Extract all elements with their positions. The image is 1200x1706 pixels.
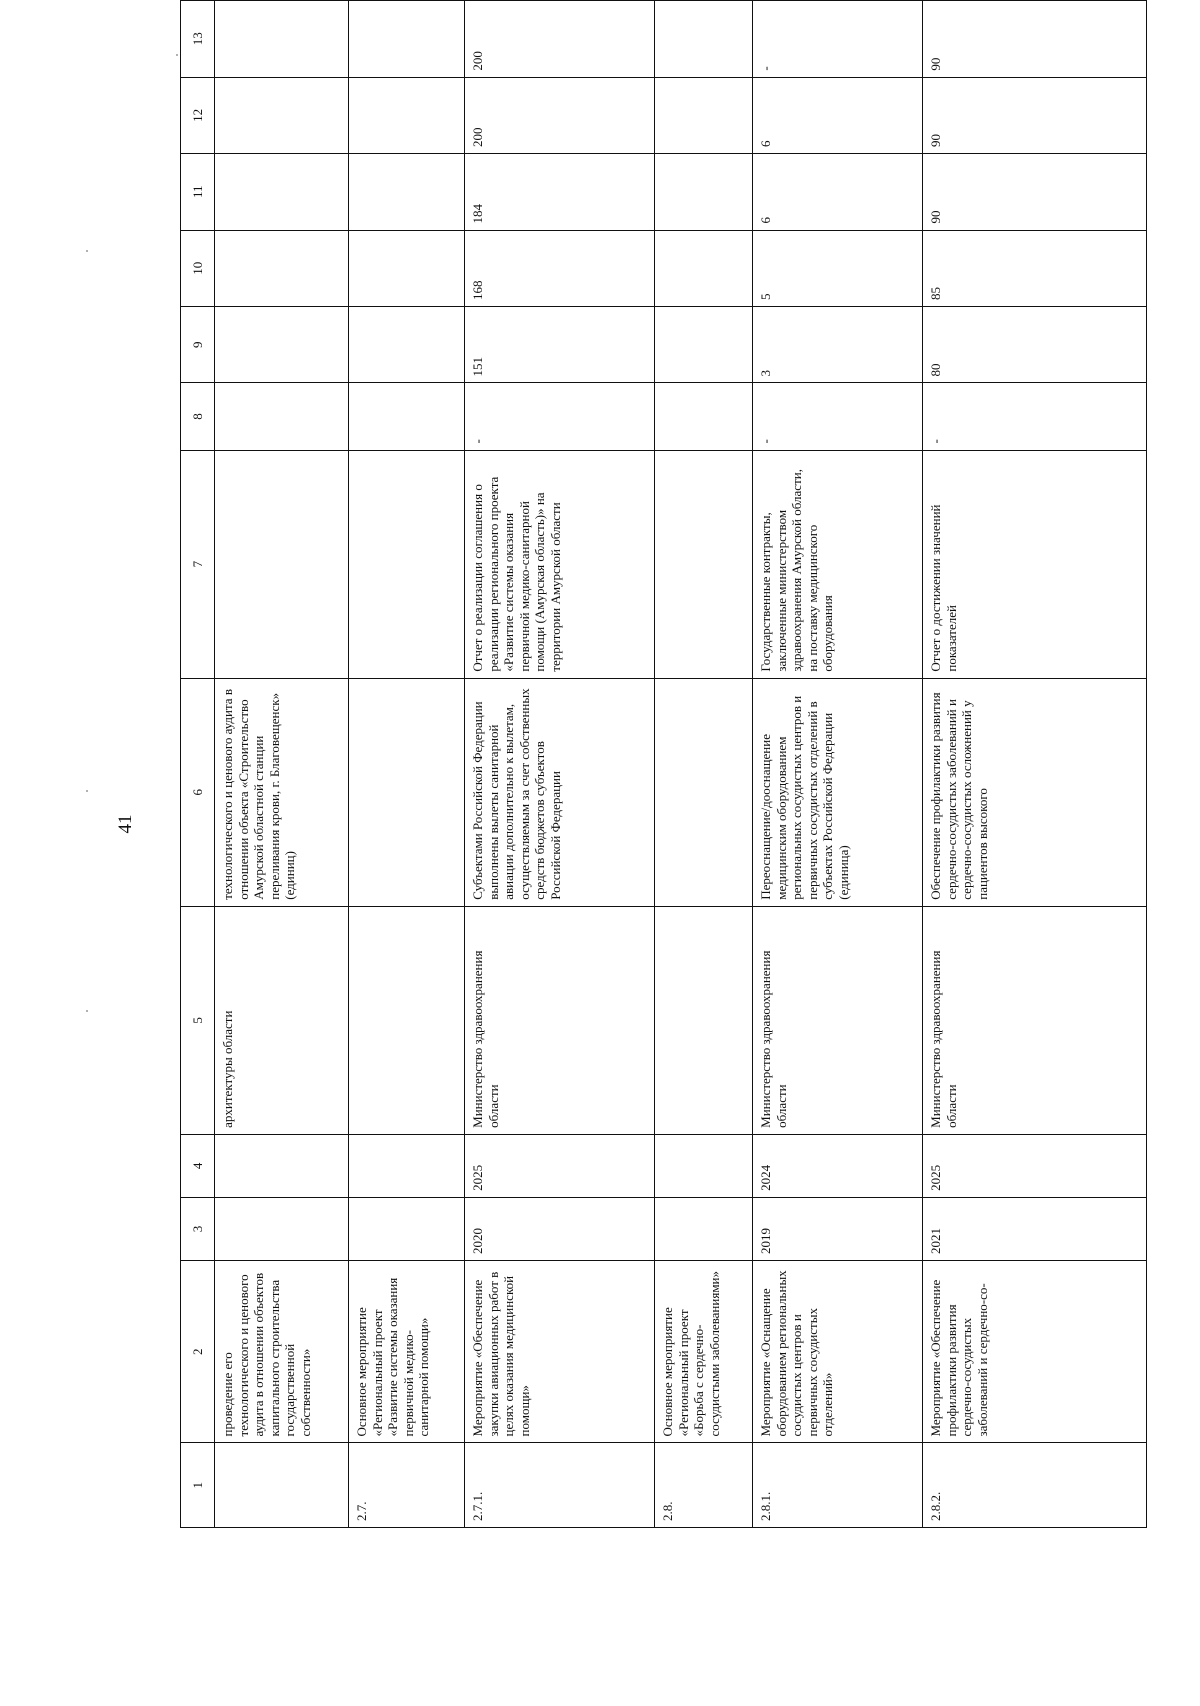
cell-indicator	[349, 678, 465, 906]
cell-indicator: технологического и ценового аудита в отношении объекта «Строительство Амурской областной станции переливания крови, г. Благовещенск» (единиц)	[215, 678, 349, 906]
header-cell: 4	[181, 1134, 215, 1197]
cell-value	[215, 306, 349, 382]
cell-responsible: Министерство здравоохранения области	[923, 906, 1147, 1134]
cell-value: 184	[465, 154, 655, 230]
cell-value	[655, 306, 753, 382]
cell-document: Отчет о достижении значений показателей	[923, 450, 1147, 678]
cell-document	[215, 450, 349, 678]
cell-start-year	[215, 1197, 349, 1260]
cell-document: Отчет о реализации соглашения о реализации регионального проекта «Развитие системы оказания первичной медико-санитарной помощи (Амурская область)» на территории Амурской области	[465, 450, 655, 678]
cell-activity: Основное мероприятие «Региональный проект «Борьба с сердечно-сосудистыми заболеваниями»	[655, 1260, 753, 1442]
cell-start-year: 2021	[923, 1197, 1147, 1260]
cell-value	[215, 77, 349, 153]
cell-value	[215, 230, 349, 306]
table-row	[465, 1, 655, 1528]
cell-value	[655, 77, 753, 153]
cell-indicator: Субъектами Российской Федерации выполнены вылеты санитарной авиации дополнительно к вылетам, осуществляемым за счет собственных средств бюджетов субъектов Российской Федерации	[465, 678, 655, 906]
header-cell: 9	[181, 306, 215, 382]
cell-end-year: 2025	[465, 1134, 655, 1197]
table-row	[923, 1, 1147, 1528]
cell-value	[655, 383, 753, 450]
cell-value	[349, 1, 465, 78]
cell-value	[655, 154, 753, 230]
scan-speck	[86, 1010, 88, 1012]
header-cell: 5	[181, 906, 215, 1134]
header-cell: 6	[181, 678, 215, 906]
cell-indicator: Переоснащение/дооснащение медицинским оборудованием региональных сосудистых центров и первичных сосудистых отделений в субъектах Российской Федерации (единица)	[753, 678, 923, 906]
cell-number	[215, 1443, 349, 1528]
cell-indicator: Обеспечение профилактики развития сердечно-сосудистых заболеваний и сердечно-сосудистых осложнений у пациентов высокого	[923, 678, 1147, 906]
cell-value	[349, 77, 465, 153]
cell-start-year: 2019	[753, 1197, 923, 1260]
cell-value: 200	[465, 77, 655, 153]
cell-value: 90	[923, 77, 1147, 153]
cell-value	[349, 306, 465, 382]
scan-speck	[86, 790, 88, 792]
cell-number: 2.7.1.	[465, 1443, 655, 1528]
cell-value: 6	[753, 77, 923, 153]
table-row	[215, 1, 349, 1528]
cell-activity: проведение его технологического и ценового аудита в отношении объектов капитального строительства государственной собственности»	[215, 1260, 349, 1442]
table-row	[349, 1, 465, 1528]
cell-value	[349, 383, 465, 450]
cell-value: 168	[465, 230, 655, 306]
cell-activity: Мероприятие «Обеспечение закупки авиационных работ в целях оказания медицинской помощи»	[465, 1260, 655, 1442]
cell-value: 6	[753, 154, 923, 230]
cell-activity: Мероприятие «Оснащение оборудованием региональных сосудистых центров и первичных сосудистых отделений»	[753, 1260, 923, 1442]
cell-value	[349, 230, 465, 306]
cell-end-year	[349, 1134, 465, 1197]
cell-value	[349, 154, 465, 230]
table-row	[655, 1, 753, 1528]
cell-value: 200	[465, 1, 655, 78]
cell-value: 80	[923, 306, 1147, 382]
cell-indicator	[655, 678, 753, 906]
cell-value	[215, 154, 349, 230]
header-cell: 13	[181, 1, 215, 78]
cell-value: 3	[753, 306, 923, 382]
header-cell: 7	[181, 450, 215, 678]
cell-value	[655, 230, 753, 306]
header-cell: 2	[181, 1260, 215, 1442]
header-cell: 12	[181, 77, 215, 153]
cell-value	[215, 383, 349, 450]
cell-value: 90	[923, 154, 1147, 230]
cell-responsible: Министерство здравоохранения области	[753, 906, 923, 1134]
cell-responsible: Министерство здравоохранения области	[465, 906, 655, 1134]
header-cell: 1	[181, 1443, 215, 1528]
header-cell: 8	[181, 383, 215, 450]
cell-value: -	[465, 383, 655, 450]
cell-value: 151	[465, 306, 655, 382]
cell-value: 5	[753, 230, 923, 306]
cell-responsible: архитектуры области	[215, 906, 349, 1134]
cell-value: 90	[923, 1, 1147, 78]
rotated-table-wrapper	[180, 0, 1146, 1528]
cell-document	[349, 450, 465, 678]
scan-speck	[176, 54, 178, 56]
cell-number: 2.8.	[655, 1443, 753, 1528]
cell-end-year: 2025	[923, 1134, 1147, 1197]
table-row	[753, 1, 923, 1528]
program-activities-table	[180, 0, 1147, 1528]
cell-value	[215, 1, 349, 78]
header-cell: 11	[181, 154, 215, 230]
cell-number: 2.8.1.	[753, 1443, 923, 1528]
cell-activity: Мероприятие «Обеспечение профилактики развития сердечно-сосудистых заболеваний и сердечно-со-	[923, 1260, 1147, 1442]
cell-value: -	[753, 383, 923, 450]
cell-end-year	[655, 1134, 753, 1197]
cell-document	[655, 450, 753, 678]
cell-value: -	[753, 1, 923, 78]
cell-value	[655, 1, 753, 78]
header-cell: 10	[181, 230, 215, 306]
cell-responsible	[655, 906, 753, 1134]
cell-start-year	[349, 1197, 465, 1260]
cell-end-year	[215, 1134, 349, 1197]
cell-document: Государственные контракты, заключенные министерством здравоохранения Амурской области, на поставку медицинского оборудования	[753, 450, 923, 678]
cell-responsible	[349, 906, 465, 1134]
header-cell: 3	[181, 1197, 215, 1260]
cell-start-year: 2020	[465, 1197, 655, 1260]
cell-end-year: 2024	[753, 1134, 923, 1197]
cell-value: -	[923, 383, 1147, 450]
scan-speck	[86, 250, 88, 252]
cell-activity: Основное мероприятие «Региональный проект «Развитие системы оказания первичной медико-санитарной помощи»	[349, 1260, 465, 1442]
cell-number: 2.7.	[349, 1443, 465, 1528]
cell-number: 2.8.2.	[923, 1443, 1147, 1528]
page-number: 41	[115, 814, 136, 834]
header-row	[181, 1, 215, 1528]
cell-start-year	[655, 1197, 753, 1260]
cell-value: 85	[923, 230, 1147, 306]
